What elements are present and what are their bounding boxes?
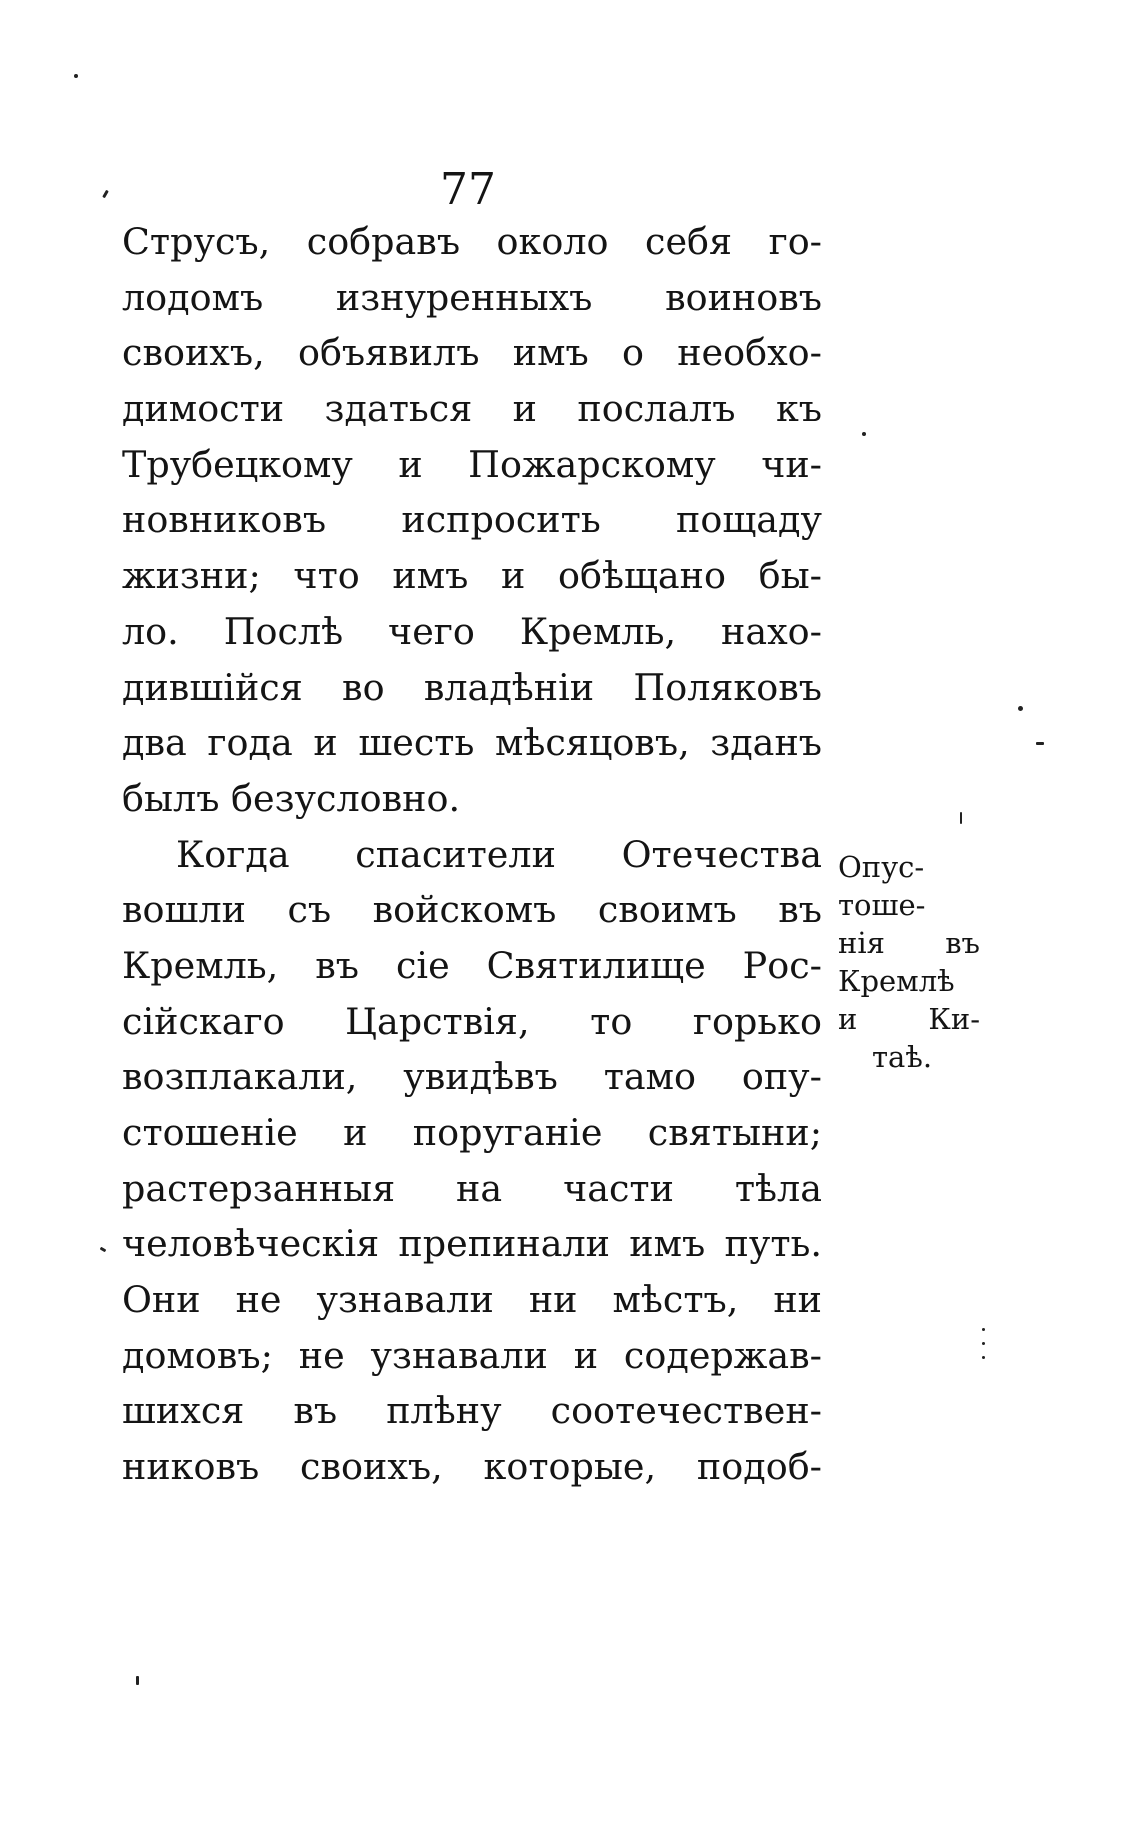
text-line: никовъ своихъ, которые, подоб- xyxy=(122,1445,822,1489)
scan-speck xyxy=(960,812,962,824)
text-line: ло. Послѣ чего Кремль, нахо- xyxy=(122,609,822,653)
scan-speck xyxy=(982,1328,985,1331)
text-line: домовъ; не узнавали и содержав- xyxy=(122,1333,822,1377)
scan-speck xyxy=(136,1676,139,1685)
page-number: 77 xyxy=(440,164,496,215)
text-line: человѣческія препинали имъ путь. xyxy=(122,1222,822,1266)
text-line: дившійся во владѣніи Поляковъ xyxy=(122,665,822,709)
margin-note xyxy=(838,848,980,1076)
margin-note-line: и Ки- xyxy=(838,1002,980,1036)
margin-note-line: Кремлѣ xyxy=(838,964,955,998)
scan-speck xyxy=(74,74,78,78)
text-line: димости здаться и послалъ къ xyxy=(122,387,822,431)
scan-speck xyxy=(100,1247,107,1253)
text-line: вошли съ войскомъ своимъ въ xyxy=(122,888,822,932)
text-line: жизни; что имъ и обѣщано бы- xyxy=(122,554,822,598)
scan-speck xyxy=(1018,706,1023,711)
text-line: Кремль, въ сіе Святилище Рос- xyxy=(122,943,822,987)
main-text-block xyxy=(122,214,822,1495)
text-line: Они не узнавали ни мѣстъ, ни xyxy=(122,1278,822,1322)
margin-note-line: Опус- xyxy=(838,850,925,884)
scan-speck xyxy=(1036,742,1044,745)
scan-speck xyxy=(982,1342,985,1345)
text-line: былъ безусловно. xyxy=(122,776,461,820)
margin-note-line: тоше- xyxy=(838,888,926,922)
scan-speck xyxy=(982,1356,985,1359)
margin-note-line: таѣ. xyxy=(872,1040,933,1074)
scan-speck xyxy=(102,190,109,198)
text-line: лодомъ изнуренныхъ воиновъ xyxy=(122,275,822,319)
text-line: сійскаго Царствія, то горько xyxy=(122,999,822,1043)
text-line: Струсъ, собравъ около себя го- xyxy=(122,220,822,263)
text-line: новниковъ испросить пощаду xyxy=(122,498,822,542)
text-line: растерзанныя на части тѣла xyxy=(122,1166,822,1210)
text-line: своихъ, объявилъ имъ о необхо- xyxy=(122,331,822,375)
text-line: стошеніе и поруганіе святыни; xyxy=(122,1111,822,1154)
paragraph-start-line: Когда спасители Отечества xyxy=(176,832,822,876)
text-line: два года и шесть мѣсяцовъ, зданъ xyxy=(122,721,822,765)
text-line: возплакали, увидѣвъ тамо опу- xyxy=(122,1055,822,1099)
text-line: Трубецкому и Пожарскому чи- xyxy=(122,442,822,486)
margin-note-line: нія въ xyxy=(838,926,980,960)
scan-speck xyxy=(862,432,866,436)
text-line: шихся въ плѣну соотечествен- xyxy=(122,1389,822,1433)
